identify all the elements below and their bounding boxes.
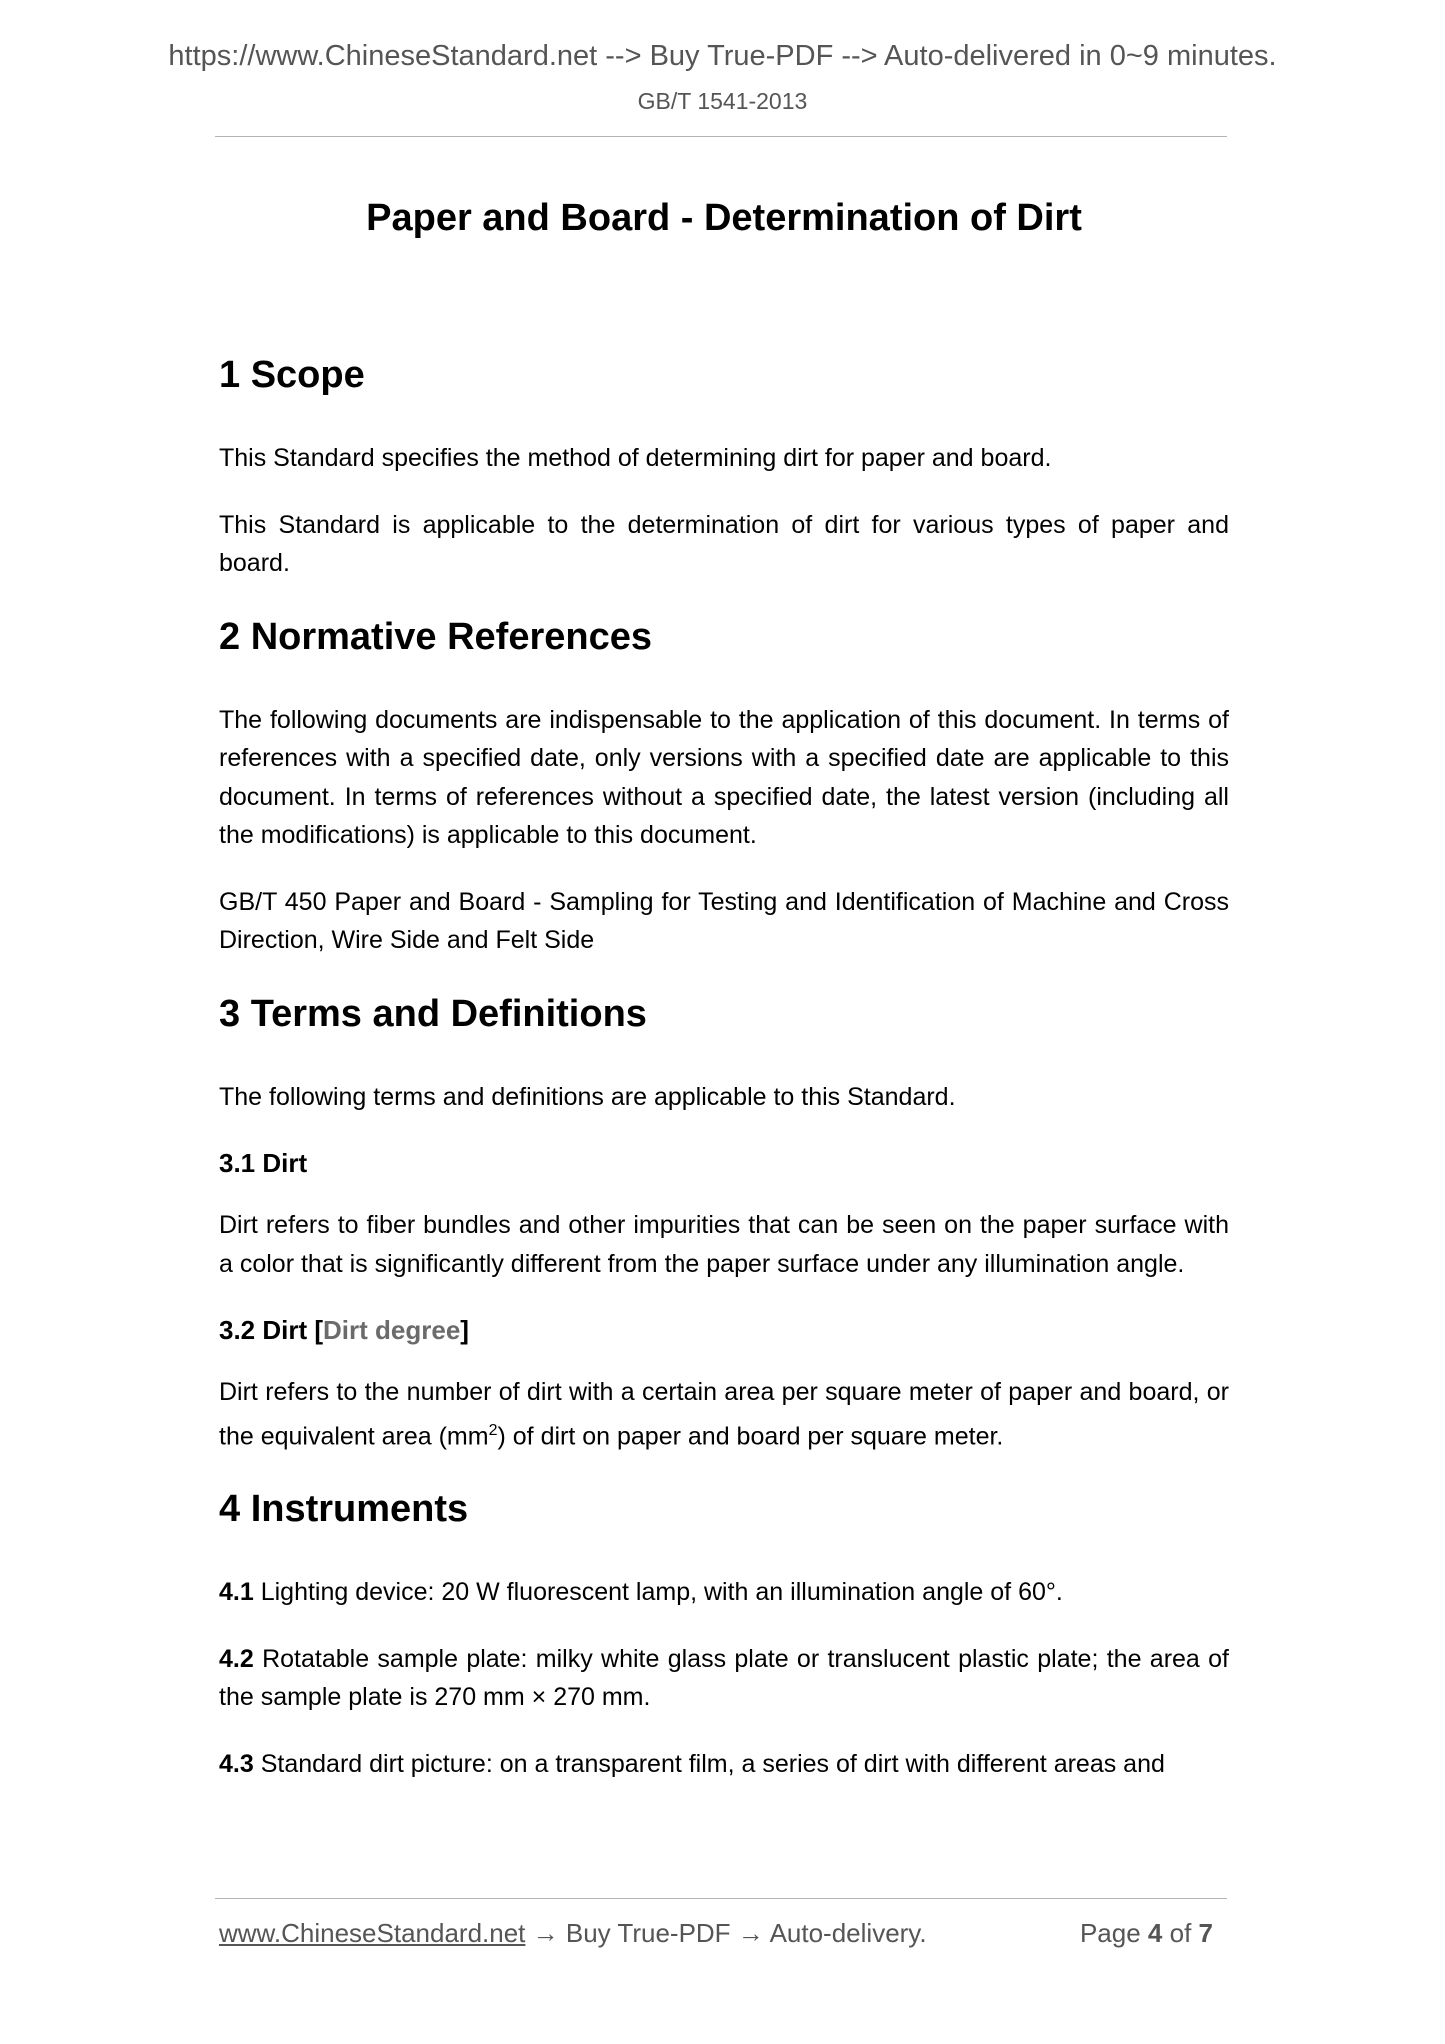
section-heading-scope: 1 Scope	[219, 354, 365, 396]
instrument-4-3-number: 4.3	[219, 1749, 254, 1778]
instrument-4-1-number: 4.1	[219, 1578, 254, 1607]
term-3-2-heading	[219, 1311, 1229, 1349]
footer-divider	[215, 1898, 1227, 1899]
footer-tagline: → Buy True-PDF → Auto-delivery.	[525, 1918, 927, 1948]
document-code: GB/T 1541-2013	[637, 88, 808, 114]
term-3-2-superscript: 2	[488, 1421, 498, 1439]
term-3-2-prefix: 3.2 Dirt [	[219, 1315, 324, 1345]
section-heading-terms: 3 Terms and Definitions	[219, 992, 647, 1035]
scope-paragraph-2: This Standard is applicable to the determination of dirt for various types of paper and board.	[219, 510, 1229, 577]
document-title: Paper and Board - Determination of Dirt	[366, 197, 1082, 239]
term-3-2-alt-term: Dirt degree	[323, 1315, 461, 1345]
instrument-4-2	[219, 1640, 1229, 1717]
instrument-4-2-number: 4.2	[219, 1644, 254, 1673]
terms-intro: The following terms and definitions are applicable to this Standard.	[219, 1082, 956, 1111]
page-current: 4	[1147, 1918, 1163, 1948]
term-3-2-text-a: Dirt refers to the number of dirt with a certain area per square meter of paper and board, or the equivalent area (mm	[219, 1378, 1229, 1450]
page-indicator	[1080, 1918, 1213, 1949]
instrument-4-1	[219, 1573, 1229, 1612]
document-body	[219, 192, 1229, 1811]
term-3-1-heading: 3.1 Dirt	[219, 1148, 308, 1178]
scope-paragraph-1: This Standard specifies the method of determining dirt for paper and board.	[219, 444, 1052, 472]
term-3-2-text-b: ) of dirt on paper and board per square meter.	[497, 1421, 1004, 1450]
term-3-1-definition: Dirt refers to fiber bundles and other impurities that can be seen on the paper surface with a color that is significantly different from the paper surface under any illumination angle.	[219, 1211, 1229, 1278]
instrument-4-3-text: Standard dirt picture: on a transparent film, a series of dirt with different areas and	[253, 1749, 1165, 1778]
normative-paragraph-1: The following documents are indispensable to the application of this document. In terms of references with a specified date, only versions with a specified date are applicable to this document. In terms of references without a specified date, the latest version (including all the modifications) is applicable to this document.	[219, 705, 1229, 849]
instrument-4-3	[219, 1745, 1229, 1784]
header-divider	[215, 136, 1227, 137]
instrument-4-1-text: Lighting device: 20 W fluorescent lamp, with an illumination angle of 60°.	[253, 1578, 1063, 1607]
footer-site-link[interactable]: www.ChineseStandard.net	[219, 1918, 526, 1948]
page-label: Page	[1079, 1918, 1141, 1948]
term-3-2-suffix: ]	[460, 1315, 469, 1345]
section-heading-normative-references: 2 Normative References	[219, 615, 652, 658]
page-of: of	[1169, 1918, 1192, 1948]
term-3-2-definition	[219, 1373, 1229, 1455]
footer-left	[219, 1918, 927, 1949]
page-total: 7	[1198, 1918, 1213, 1948]
normative-reference-gbt450: GB/T 450 Paper and Board - Sampling for Testing and Identification of Machine and Cross Direction, Wire Side and Felt Side	[219, 887, 1229, 954]
header-banner: https://www.ChineseStandard.net --> Buy True-PDF --> Auto-delivered in 0~9 minutes.	[168, 40, 1277, 72]
instrument-4-2-text: Rotatable sample plate: milky white glass plate or translucent plastic plate; the area of the sample plate is 270 mm × 270 mm.	[219, 1644, 1229, 1712]
section-heading-instruments: 4 Instruments	[219, 1488, 469, 1531]
